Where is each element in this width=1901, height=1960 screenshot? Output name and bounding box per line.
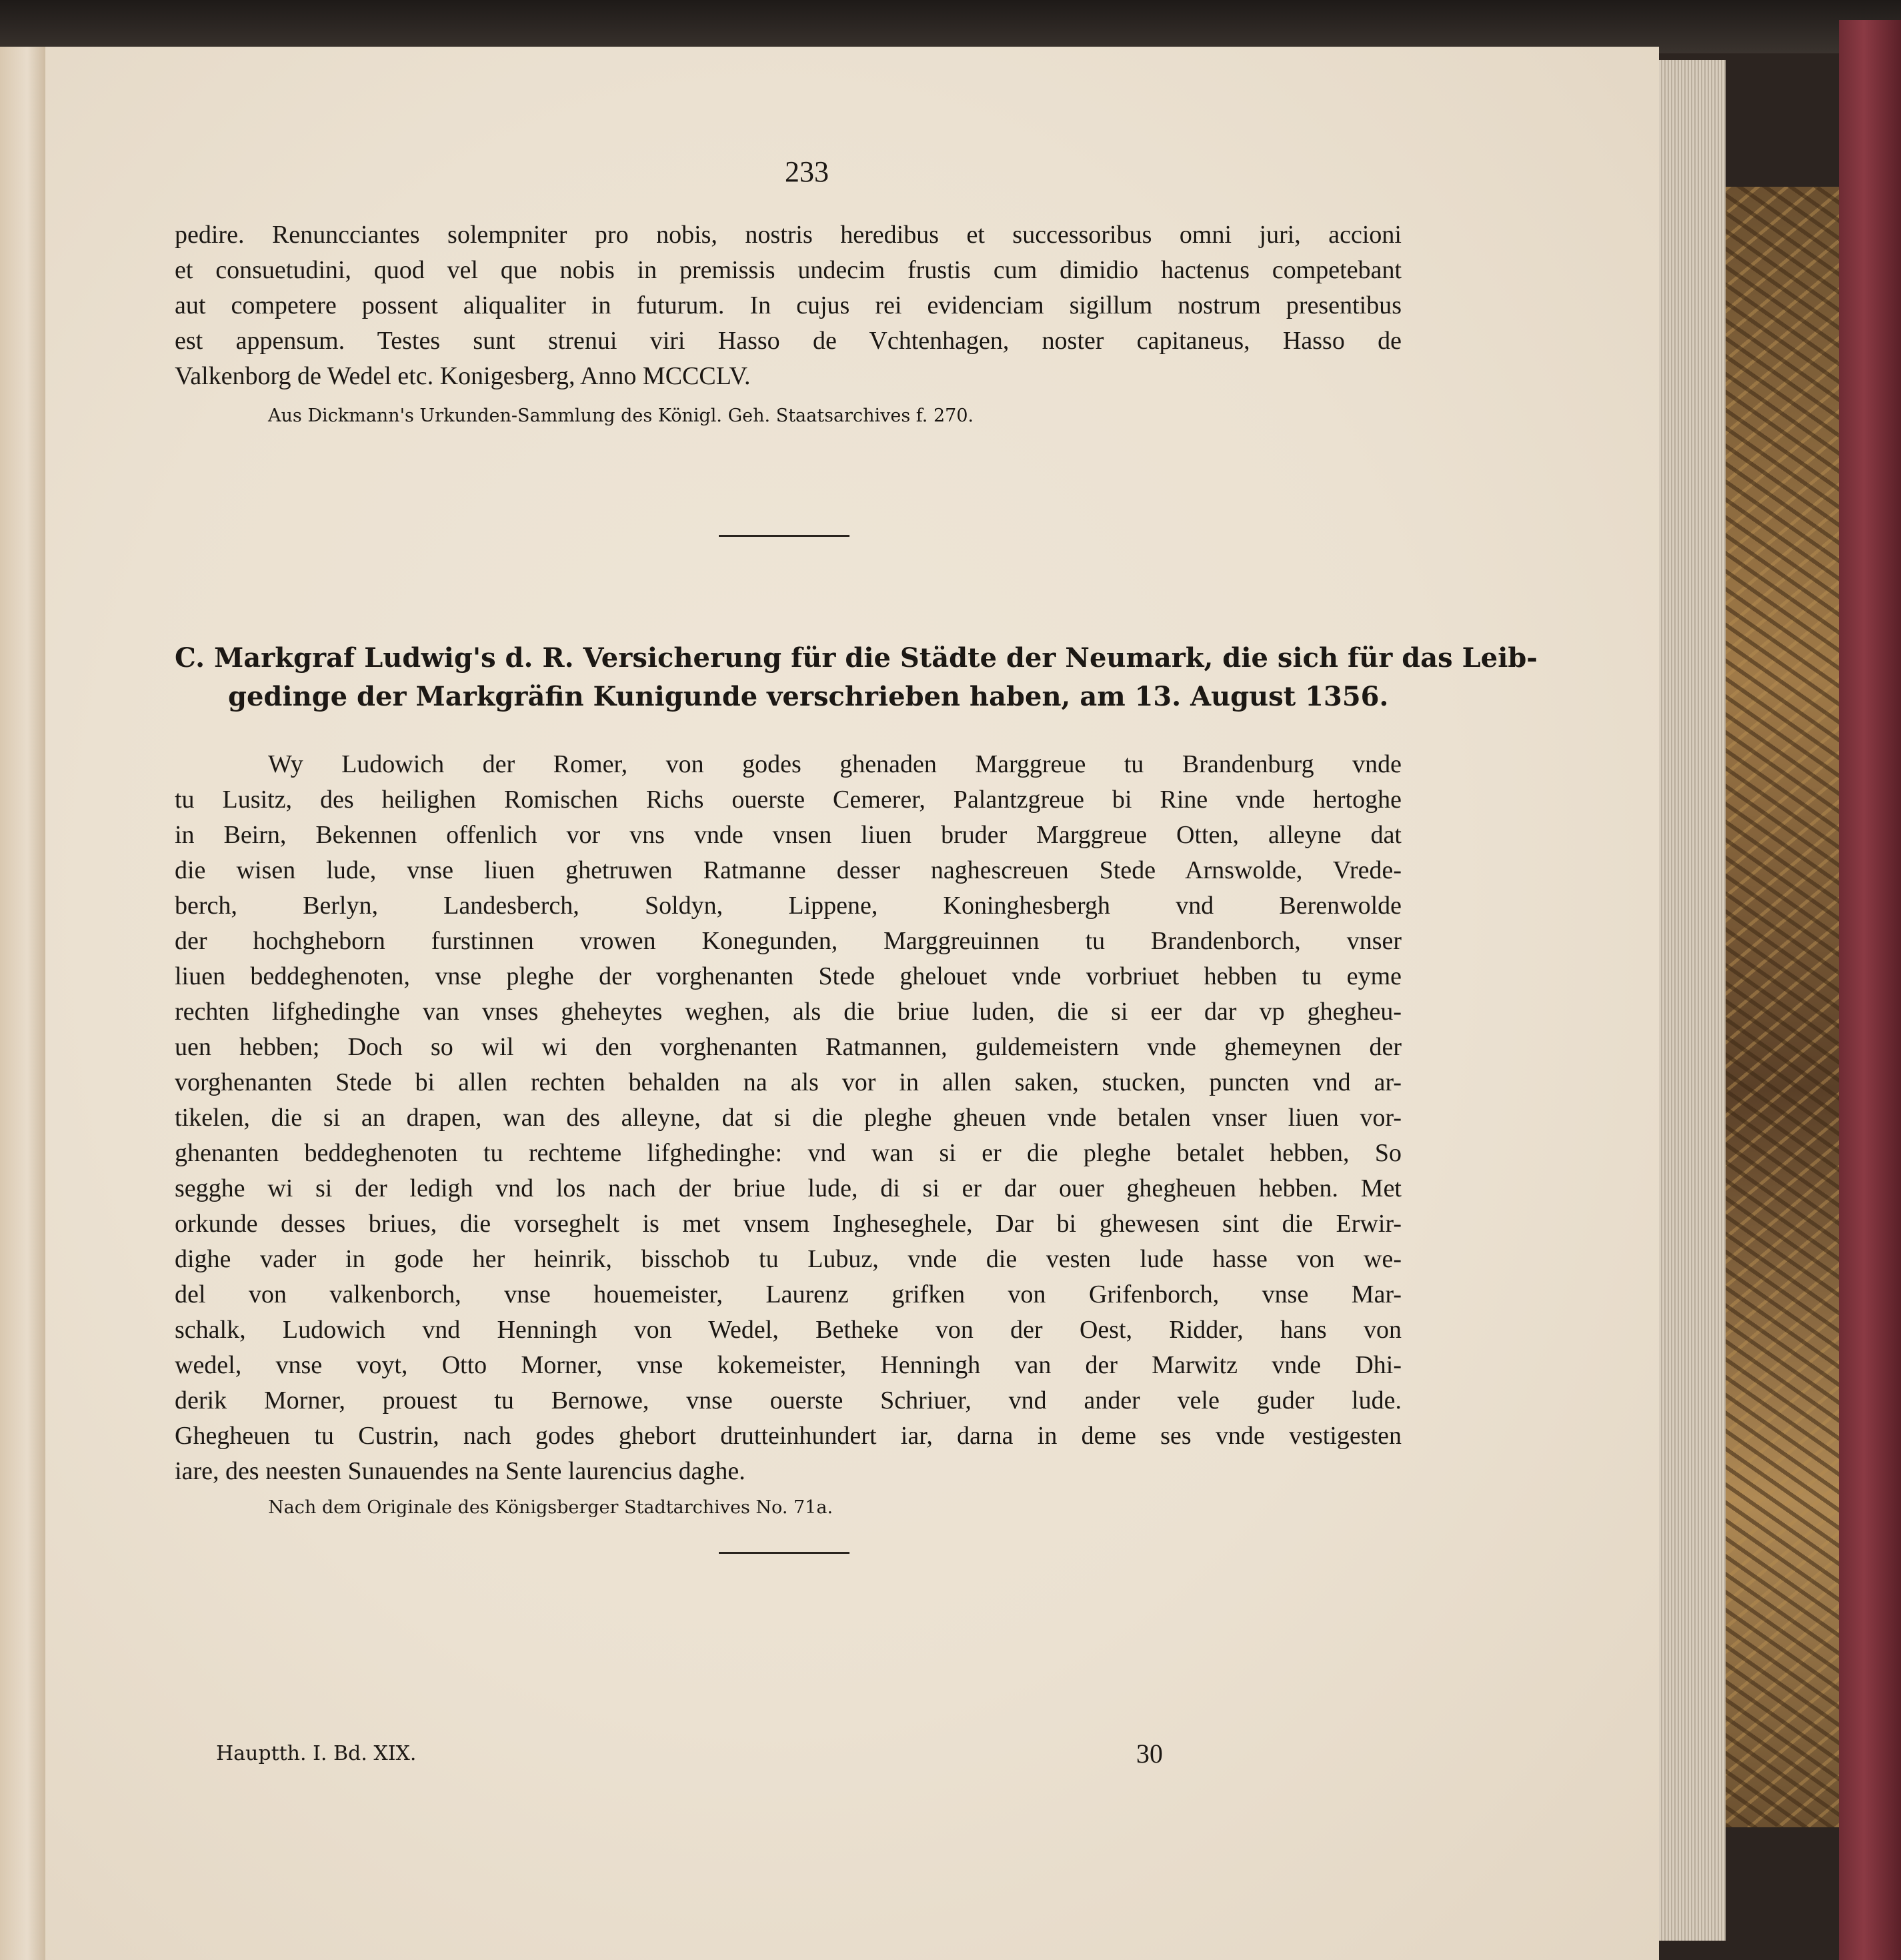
text-line: uen hebben; Doch so wil wi den vorghenanten Ratmannen, guldemeistern vnde ghemeynen der (175, 1033, 1402, 1061)
text-line: aut competere possent aliqualiter in futurum. In cujus rei evidenciam sigillum nostrum presentibus (175, 291, 1402, 319)
text-line: et consuetudini, quod vel que nobis in premissis undecim frustis cum dimidio hactenus competebant (175, 256, 1402, 284)
text-line: schalk, Ludowich vnd Henningh von Wedel, Betheke von der Oest, Ridder, hans von (175, 1316, 1402, 1344)
text-line: Wy Ludowich der Romer, von godes ghenaden Marggreue tu Brandenburg vnde (268, 750, 1402, 778)
marbled-endpaper (1726, 187, 1839, 1827)
text-line: liuen beddeghenoten, vnse pleghe der vorghenanten Stede ghelouet vnde vorbriuet hebben tu eyme (175, 962, 1402, 990)
intro-paragraph (175, 217, 1402, 394)
page-number: 233 (785, 155, 829, 188)
text-line: ghenanten beddeghenoten tu rechteme lifghedinghe: vnd wan si er die pleghe betalet hebben, So (175, 1139, 1402, 1167)
source-note: Nach dem Originale des Königsberger Stadtarchives No. 71a. (268, 1497, 833, 1518)
page-block-edges (1659, 60, 1726, 1941)
text-line: Ghegheuen tu Custrin, nach godes ghebort drutteinhundert iar, darna in deme ses vnde vestigesten (175, 1422, 1402, 1450)
text-line: vorghenanten Stede bi allen rechten behalden na als vor in allen saken, stucken, puncten vnd ar- (175, 1068, 1402, 1096)
book-cover-edge (1839, 20, 1901, 1960)
text-line: rechten lifghedinghe van vnses gheheytes weghen, als die briue luden, die si eer dar vp ghegheu- (175, 998, 1402, 1026)
text-line: derik Morner, prouest tu Bernowe, vnse ouerste Schriuer, vnd ander vele guder lude. (175, 1386, 1402, 1414)
text-line: pedire. Renuncciantes solempniter pro nobis, nostris heredibus et successoribus omni juri, accioni (175, 221, 1402, 249)
left-page-edge (0, 47, 47, 1960)
text-line: dighe vader in gode her heinrik, bisschob tu Lubuz, vnde die vesten lude hasse von we- (175, 1245, 1402, 1273)
text-line: in Beirn, Bekennen offenlich vor vns vnde vnsen liuen bruder Marggreue Otten, alleyne dat (175, 821, 1402, 849)
section-divider (719, 1552, 849, 1554)
footer-sheet-number: 30 (1136, 1739, 1163, 1769)
top-shadow (0, 0, 1901, 53)
text-line: berch, Berlyn, Landesberch, Soldyn, Lippene, Koninghesbergh vnd Berenwolde (175, 892, 1402, 920)
footer-signature-mark: Hauptth. I. Bd. XIX. (216, 1742, 417, 1765)
text-line: tu Lusitz, des heilighen Romischen Richs ouerste Cemerer, Palantzgreue bi Rine vnde hertoghe (175, 786, 1402, 814)
text-line: wedel, vnse voyt, Otto Morner, vnse kokemeister, Henningh van der Marwitz vnde Dhi- (175, 1351, 1402, 1379)
text-line: tikelen, die si an drapen, wan des alleyne, dat si die pleghe gheuen vnde betalen vnser liuen vor- (175, 1104, 1402, 1132)
source-note: Aus Dickmann's Urkunden-Sammlung des Königl. Geh. Staatsarchives f. 270. (268, 405, 974, 426)
heading-line: C. Markgraf Ludwig's d. R. Versicherung für die Städte der Neumark, die sich für das Leib- (175, 642, 1538, 674)
text-line: der hochgheborn furstinnen vrowen Konegunden, Marggreuinnen tu Brandenborch, vnser (175, 927, 1402, 955)
text-line: orkunde desses briues, die vorseghelt is met vnsem Ingheseghele, Dar bi ghewesen sint die Erwir- (175, 1210, 1402, 1238)
document-body (175, 747, 1402, 1489)
heading-line: gedinge der Markgräfin Kunigunde verschrieben haben, am 13. August 1356. (228, 681, 1389, 712)
text-line: die wisen lude, vnse liuen ghetruwen Ratmanne desser naghescreuen Stede Arnswolde, Vrede- (175, 856, 1402, 884)
text-line: Valkenborg de Wedel etc. Konigesberg, Anno MCCCLV. (175, 362, 751, 390)
section-heading (175, 639, 1538, 716)
text-line: segghe wi si der ledigh vnd los nach der briue lude, di si er dar ouer ghegheuen hebben. Met (175, 1174, 1402, 1202)
text-line: est appensum. Testes sunt strenui viri Hasso de Vchtenhagen, noster capitaneus, Hasso de (175, 327, 1402, 355)
section-divider (719, 535, 849, 537)
text-line: del von valkenborch, vnse houemeister, Laurenz grifken von Grifenborch, vnse Mar- (175, 1280, 1402, 1308)
text-line: iare, des neesten Sunauendes na Sente laurencius daghe. (175, 1457, 745, 1485)
